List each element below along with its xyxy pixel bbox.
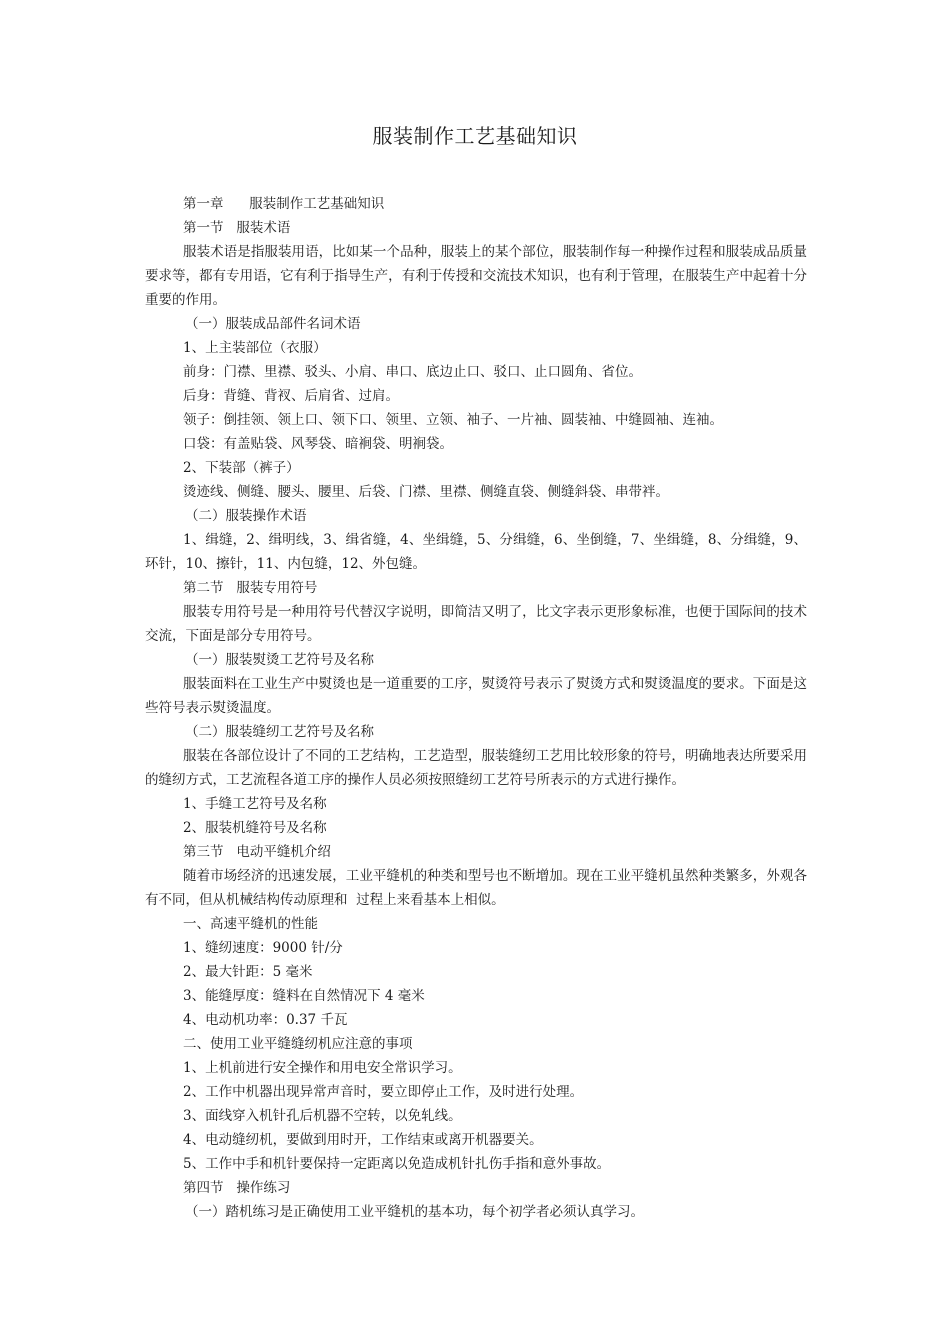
document-paragraph: 前身：门襟、里襟、驳头、小肩、串口、底边止口、驳口、止口圆角、省位。 — [183, 364, 642, 380]
document-paragraph: 第三节 电动平缝机介绍 — [183, 844, 331, 860]
document-paragraph: （一）服装成品部件名词术语 — [185, 316, 361, 332]
document-paragraph: 1、缉缝，2、缉明线，3、缉省缝，4、坐缉缝，5、分缉缝，6、坐倒缝，7、坐缉缝，8、分缉缝，9、环针，10、擦针，11、内包缝，12、外包缝。 — [145, 532, 807, 572]
document-paragraph: 服装专用符号是一种用符号代替汉字说明，即简洁又明了，比文字表示更形象标准，也便于国际间的技术交流，下面是部分专用符号。 — [145, 604, 807, 644]
document-paragraph: 1、上主装部位（衣服） — [183, 340, 327, 356]
document-paragraph: 4、电动机功率：0.37 千瓦 — [183, 1012, 348, 1028]
document-paragraph: （一）踏机练习是正确使用工业平缝机的基本功，每个初学者必须认真学习。 — [185, 1204, 644, 1220]
document-paragraph: 第一节 服装术语 — [183, 220, 291, 236]
document-paragraph: 领子：倒挂领、领上口、领下口、领里、立领、袖子、一片袖、圆装袖、中缝圆袖、连袖。 — [183, 412, 723, 428]
document-paragraph: 第四节 操作练习 — [183, 1180, 291, 1196]
document-paragraph: 口袋：有盖贴袋、风琴袋、暗裥袋、明裥袋。 — [183, 436, 453, 452]
document-paragraph: 1、上机前进行安全操作和用电安全常识学习。 — [183, 1060, 462, 1076]
document-paragraph: 服装在各部位设计了不同的工艺结构，工艺造型，服装缝纫工艺用比较形象的符号，明确地表达所要采用的缝纫方式，工艺流程各道工序的操作人员必须按照缝纫工艺符号所表示的方式进行操作。 — [145, 748, 807, 788]
document-paragraph: 第一章 服装制作工艺基础知识 — [183, 196, 385, 212]
document-paragraph: 2、下装部（裤子） — [183, 460, 300, 476]
document-paragraph: 烫迹线、侧缝、腰头、腰里、后袋、门襟、里襟、侧缝直袋、侧缝斜袋、串带袢。 — [183, 484, 669, 500]
document-title: 服装制作工艺基础知识 — [372, 124, 578, 148]
document-paragraph: 服装面料在工业生产中熨烫也是一道重要的工序，熨烫符号表示了熨烫方式和熨烫温度的要求。下面是这些符号表示熨烫温度。 — [145, 676, 807, 716]
document-body — [145, 192, 807, 1224]
document-paragraph: 二、使用工业平缝缝纫机应注意的事项 — [183, 1036, 413, 1052]
document-paragraph: 2、服装机缝符号及名称 — [183, 820, 327, 836]
document-paragraph: 4、电动缝纫机，要做到用时开，工作结束或离开机器要关。 — [183, 1132, 543, 1148]
document-paragraph: 1、手缝工艺符号及名称 — [183, 796, 327, 812]
document-paragraph: 3、能缝厚度：缝料在自然情况下 4 毫米 — [183, 988, 425, 1004]
document-paragraph: 5、工作中手和机针要保持一定距离以免造成机针扎伤手指和意外事故。 — [183, 1156, 611, 1172]
document-paragraph: （二）服装操作术语 — [185, 508, 307, 524]
document-paragraph: 后身：背缝、背衩、后肩省、过肩。 — [183, 388, 399, 404]
document-paragraph: 3、面线穿入机针孔后机器不空转，以免轧线。 — [183, 1108, 462, 1124]
document-paragraph: （二）服装缝纫工艺符号及名称 — [185, 724, 374, 740]
document-paragraph: 服装术语是指服装用语，比如某一个品种，服装上的某个部位，服装制作每一种操作过程和服装成品质量要求等，都有专用语，它有利于指导生产，有利于传授和交流技术知识，也有利于管理，在服装生产中起着十分重要的作用。 — [145, 244, 807, 308]
document-paragraph: 2、最大针距：5 毫米 — [183, 964, 313, 980]
document-paragraph: 随着市场经济的迅速发展，工业平缝机的种类和型号也不断增加。现在工业平缝机虽然种类繁多，外观各有不同，但从机械结构传动原理和 过程上来看基本上相似。 — [145, 868, 807, 908]
document-paragraph: 1、缝纫速度：9000 针/分 — [183, 940, 343, 956]
document-paragraph: 一、高速平缝机的性能 — [183, 916, 318, 932]
document-paragraph: （一）服装熨烫工艺符号及名称 — [185, 652, 374, 668]
document-paragraph: 2、工作中机器出现异常声音时，要立即停止工作，及时进行处理。 — [183, 1084, 584, 1100]
document-paragraph: 第二节 服装专用符号 — [183, 580, 318, 596]
